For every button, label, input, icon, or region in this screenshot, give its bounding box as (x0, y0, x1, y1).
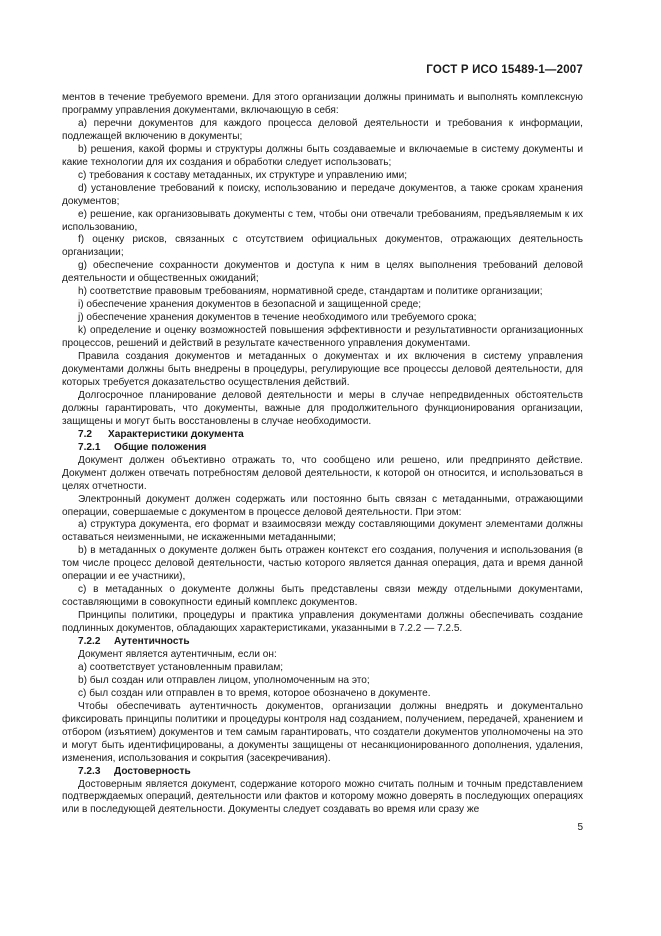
paragraph: Документ является аутентичным, если он: (78, 648, 277, 660)
paragraph: Принципы политики, процедуры и практика управления документами должны обеспечивать создание подлинных документов, обладающих характеристиками, указанными в 7.2.2 — 7.2.5. (62, 610, 583, 635)
section-title: Аутентичность (114, 636, 190, 648)
paragraph: Электронный документ должен содержать или постоянно быть связан с метаданными, отражающими операции, совершаемые с документом в процессе деловой деятельности. При этом: (62, 493, 583, 518)
list-item: с) был создан или отправлен в то время, которое обозначено в документе. (78, 687, 431, 699)
paragraph: Долгосрочное планирование деловой деятельности и меры в случае непредвиденных обстоятельств должны гарантировать, что документы, важные для продолжительного функционирования организации, защищены и могут быть восстановлены в случае необходимости. (62, 389, 583, 427)
paragraph: Чтобы обеспечивать аутентичность документов, организации должны внедрять и документально фиксировать принципы политики и процедуры контроля над созданием, получением, передачей, хранением и отбором (изъятием) документов и тем самым гарантировать, что создатели документов уполномочены на это и могут быть идентифицированы, а документы защищены от несанкционированного дополнения, удаления, изменения, использования и сокрытия (засекречивания). (62, 700, 583, 764)
section-number: 7.2.1 (78, 441, 101, 453)
list-item: g) обеспечение сохранности документов и доступа к ним в целях выполнения требований деловой деятельности и общественных ожиданий; (62, 260, 583, 285)
section-title: Общие положения (114, 441, 207, 453)
list-item: а) структура документа, его формат и взаимосвязи между составляющими документ элементами должны оставаться неизменными, не искаженными метаданными; (62, 519, 583, 544)
document-header: ГОСТ Р ИСО 15489-1—2007 (426, 64, 583, 76)
page-body (62, 92, 583, 817)
section-title: Достоверность (114, 765, 191, 777)
list-item: k) определение и оценку возможностей повышения эффективности и результативности организационных процессов, решений и действий в результате качественного управления документами. (62, 325, 583, 350)
list-item: с) в метаданных о документе должны быть представлены связи между отдельными документами, составляющими в совокупности единый комплекс документов. (62, 584, 583, 609)
list-item: е) решение, как организовывать документы с тем, чтобы они отвечали требованиям, предъявляемым к их использованию, (62, 208, 583, 233)
section-title: Характеристики документа (108, 428, 244, 440)
list-item: b) решения, какой формы и структуры должны быть создаваемые и включаемые в систему документы и какие технологии для их создания и обработки следует использовать; (62, 143, 583, 168)
list-item: с) требования к составу метаданных, их структуре и управлению ими; (78, 169, 408, 181)
list-item: b) в метаданных о документе должен быть отражен контекст его создания, получения и использования (в том числе процесс деловой деятельности, частью которого является данная операция, дата и время данной операции и ее участники), (62, 545, 583, 583)
list-item: h) соответствие правовым требованиям, нормативной среде, стандартам и политике организации; (78, 286, 543, 298)
paragraph: Достоверным является документ, содержание которого можно считать полным и точным представлением подтверждаемых операций, деятельности или фактов и которому можно доверять в последующих операциях или в последующей деятельности. Документы следует создавать во время или сразу же (62, 778, 583, 816)
section-heading (62, 636, 583, 649)
page-number: 5 (577, 822, 583, 833)
section-heading (62, 429, 583, 442)
list-item: а) перечни документов для каждого процесса деловой деятельности и требования к информации, подлежащей включению в документы; (62, 117, 583, 142)
section-heading (62, 766, 583, 779)
paragraph: ментов в течение требуемого времени. Для этого организации должны принимать и выполнять комплексную программу управления документами, включающую в себя: (62, 92, 583, 116)
section-number: 7.2.2 (78, 636, 101, 648)
list-item: d) установление требований к поиску, использованию и передаче документов, а также срокам хранения документов; (62, 182, 583, 207)
list-item: j) обеспечение хранения документов в течение необходимого или требуемого срока; (78, 312, 477, 324)
paragraph: Правила создания документов и метаданных о документах и их включения в систему управления документами должны быть внедрены в процедуры, регулирующие все процессы деловой деятельности, для которых требуется доказательство осуществления действий. (62, 351, 583, 388)
list-item: а) соответствует установленным правилам; (78, 661, 284, 673)
section-number: 7.2.3 (78, 765, 101, 777)
list-item: f) оценку рисков, связанных с отсутствием официальных документов, отражающих деятельность организации; (62, 234, 583, 259)
section-number: 7.2 (78, 428, 93, 440)
paragraph: Документ должен объективно отражать то, что сообщено или решено, или предпринято действие. Документ должен отвечать потребностям деловой деятельности, к которой он относится, и использоваться в целях отчетности. (62, 454, 583, 492)
section-heading (62, 442, 583, 455)
list-item: i) обеспечение хранения документов в безопасной и защищенной среде; (78, 299, 422, 311)
list-item: b) был создан или отправлен лицом, уполномоченным на это; (78, 674, 370, 686)
